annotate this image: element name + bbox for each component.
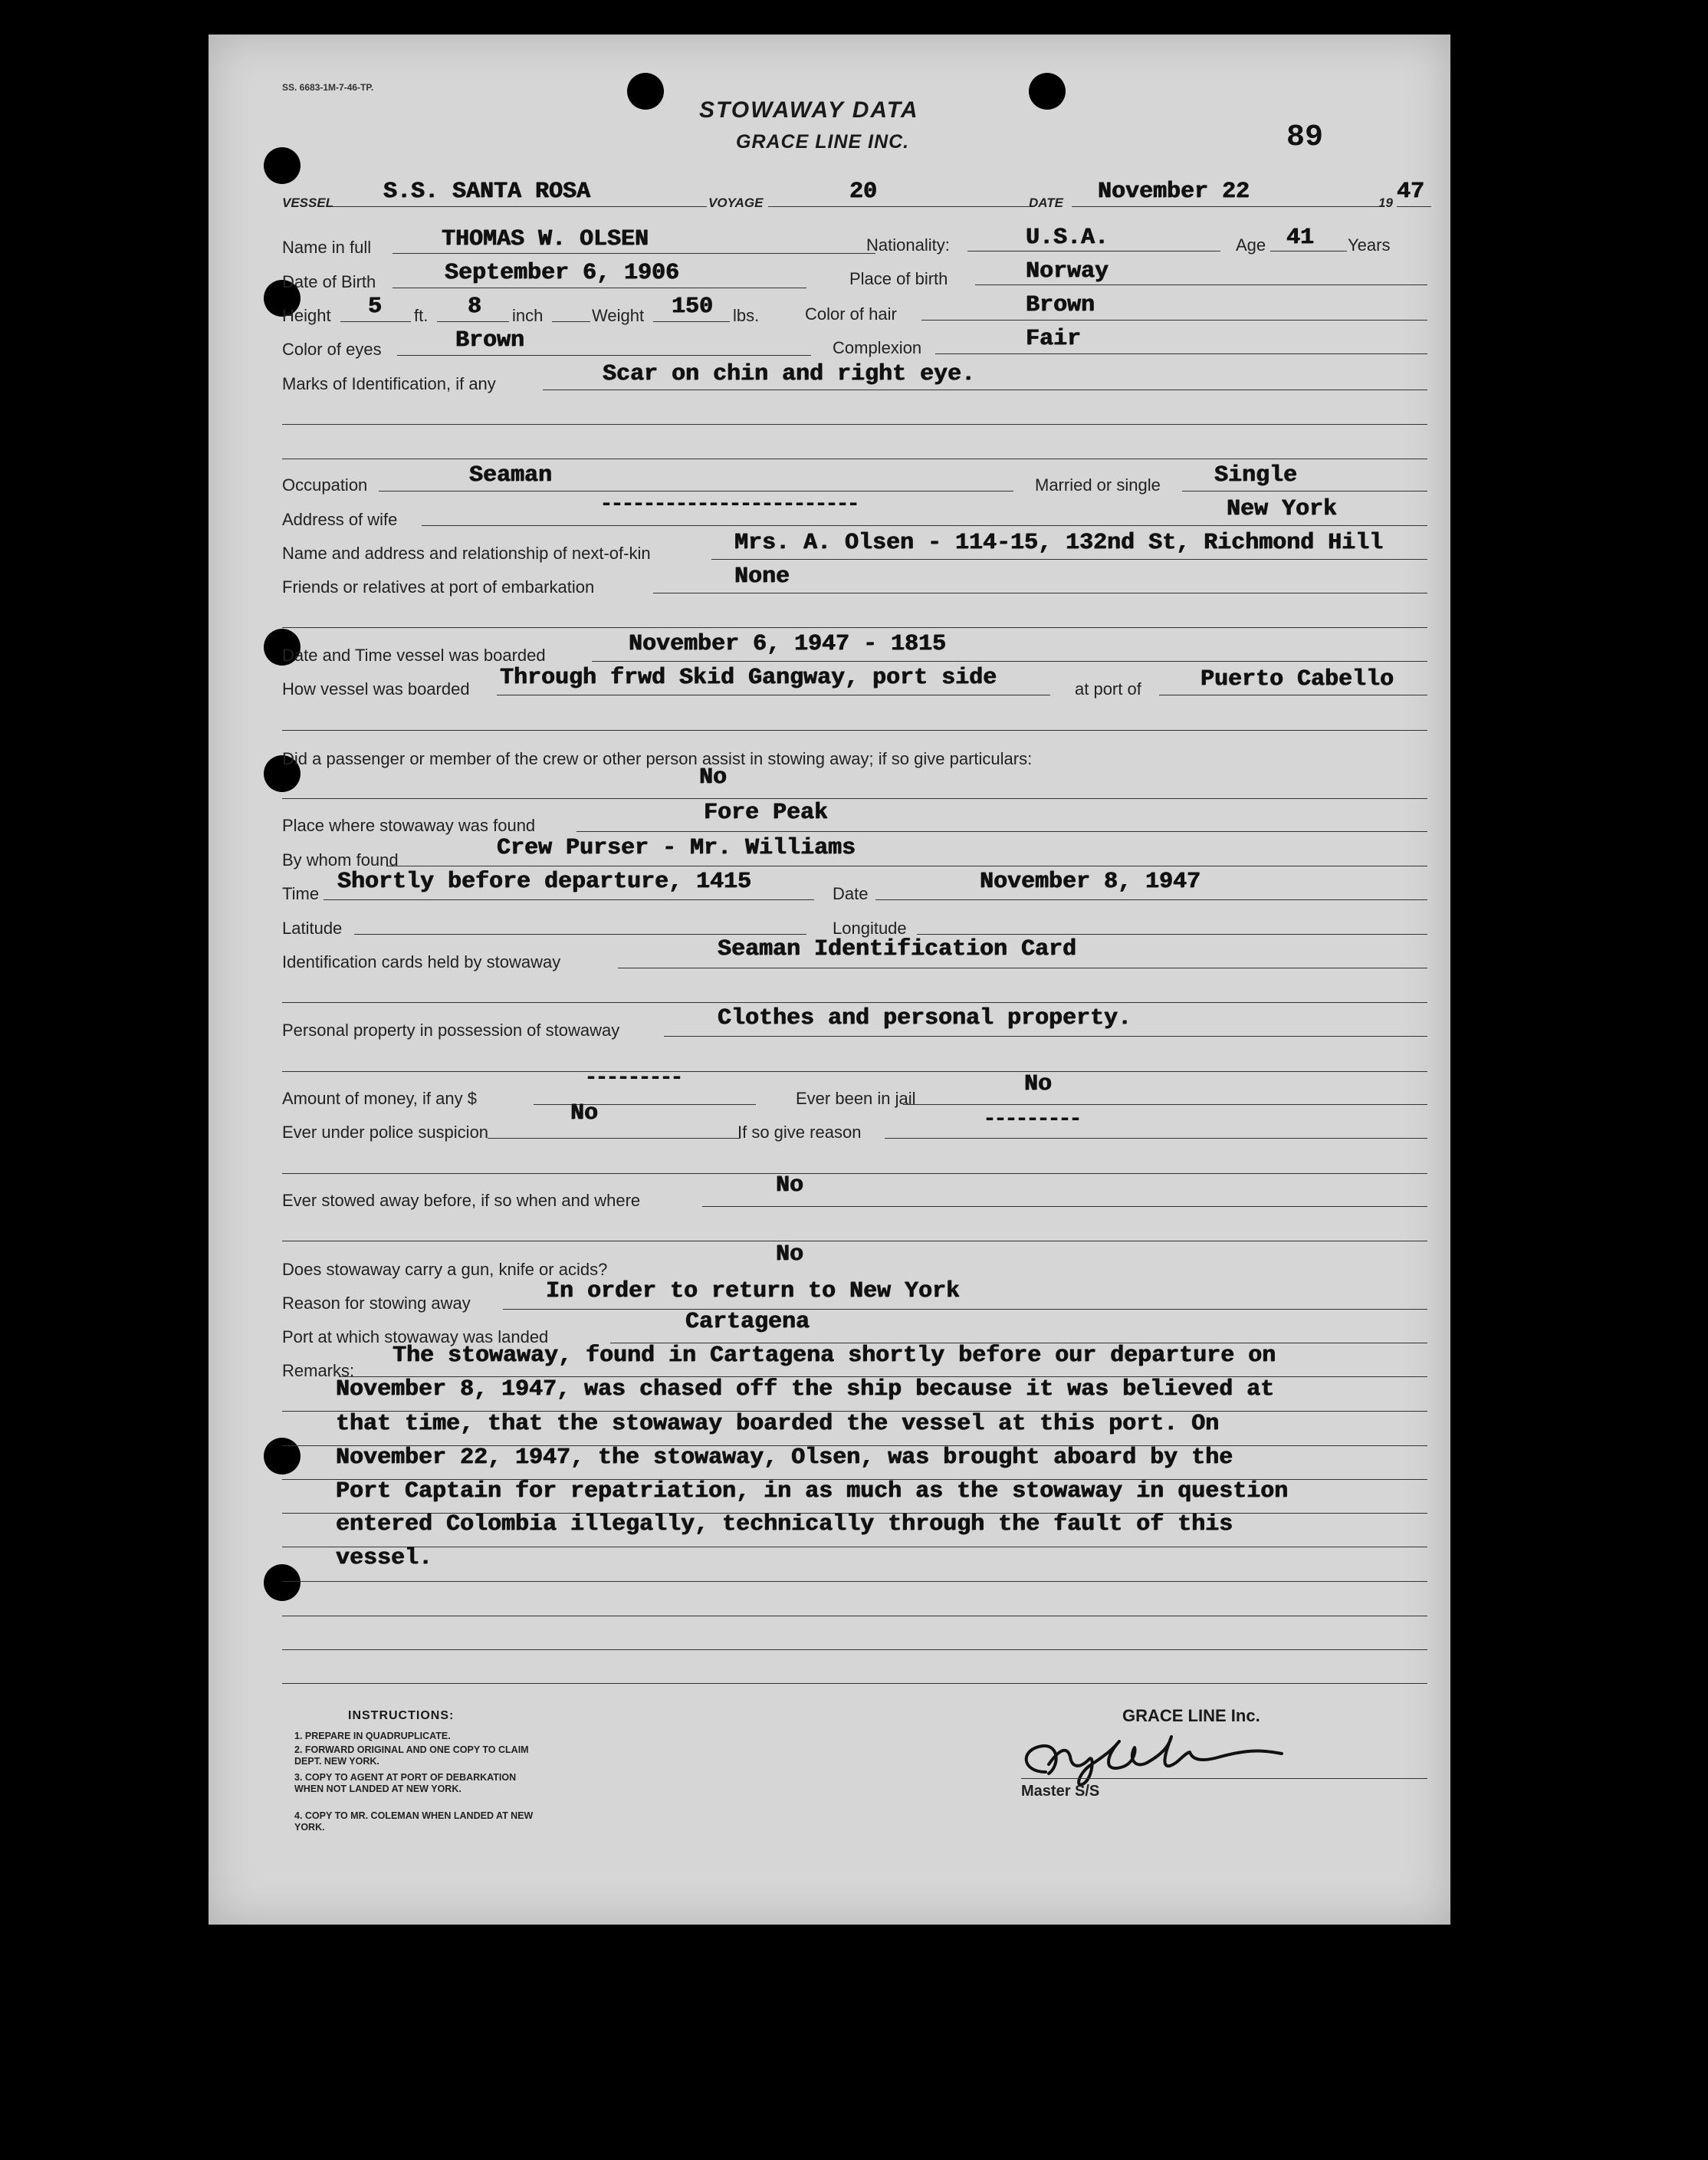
occupation-value: Seaman [469,462,553,488]
height-in-value: 8 [468,294,482,320]
years-label: Years [1348,235,1391,255]
how-boarded-label: How vessel was boarded [282,679,470,699]
reason-value: In order to return to New York [546,1278,961,1304]
boarded-time-label: Date and Time vessel was boarded [282,646,546,665]
remarks-line: vessel. [336,1545,433,1571]
year-prefix: 19 [1378,196,1393,210]
occupation-label: Occupation [282,475,368,495]
weight-label: Weight [592,306,645,325]
port-landed-label: Port at which stowaway was landed [282,1327,549,1346]
remarks-line: November 22, 1947, the stowaway, Olsen, was brought aboard by the [336,1445,1233,1471]
by-whom-value: Crew Purser - Mr. Williams [497,835,856,861]
punch-hole [264,147,301,184]
vessel-label: VESSEL [282,196,334,210]
time-value: Shortly before departure, 1415 [337,869,752,895]
year-value: 47 [1397,179,1425,205]
reason-label: Reason for stowing away [282,1294,471,1313]
ft-label: ft. [414,306,429,325]
nationality-value: U.S.A. [1026,225,1109,251]
punch-hole [1029,73,1066,110]
id-cards-value: Seaman Identification Card [718,936,1077,962]
wife-label: Address of wife [282,510,398,529]
assist-label: Did a passenger or member of the crew or other person assist in stowing away; if so give particulars: [282,749,1033,768]
kin-label: Name and address and relationship of next-of-kin [282,544,651,563]
page-number: 89 [1286,120,1324,155]
jail-label: Ever been in jail [796,1089,916,1108]
latitude-label: Latitude [282,919,343,938]
jail-value: No [1024,1071,1053,1097]
vessel-value: S.S. SANTA ROSA [383,179,591,205]
eyes-value: Brown [455,327,525,353]
age-label: Age [1236,235,1266,255]
stowed-before-value: No [776,1172,804,1198]
friends-label: Friends or relatives at port of embarkation [282,577,595,597]
remarks-line: entered Colombia illegally, technically through the fault of this [336,1511,1233,1537]
how-boarded-value: Through frwd Skid Gangway, port side [500,665,997,691]
married-label: Married or single [1035,475,1161,495]
remarks-line: November 8, 1947, was chased off the ship because it was believed at [336,1376,1275,1402]
remarks-label: Remarks: [282,1361,355,1380]
dob-label: Date of Birth [282,272,376,291]
boarded-time-value: November 6, 1947 - 1815 [629,631,947,657]
id-cards-label: Identification cards held by stowaway [282,952,561,972]
hair-value: Brown [1026,292,1095,318]
date-label: DATE [1029,196,1064,210]
money-value: No [570,1100,599,1126]
name-label: Name in full [282,238,372,257]
married-value: Single [1214,462,1298,488]
weight-value: 150 [672,294,714,320]
kin-city-value: New York [1227,496,1338,522]
gun-value: No [776,1241,804,1267]
form-title: STOWAWAY DATA [699,97,919,123]
instruction-item: 1. PREPARE IN QUADRUPLICATE. [294,1731,451,1741]
pob-value: Norway [1026,258,1109,284]
date-value: November 22 [1098,179,1250,205]
property-label: Personal property in possession of stowaway [282,1021,620,1040]
at-port-label: at port of [1075,679,1141,699]
remarks-line: that time, that the stowaway boarded the vessel at this port. On [336,1411,1220,1437]
dob-value: September 6, 1906 [445,260,680,286]
instruction-item: 2. FORWARD ORIGINAL AND ONE COPY TO CLAIM DEPT. NEW YORK. [294,1744,529,1767]
company-name: GRACE LINE INC. [736,131,910,153]
reason-dash: --------- [983,1106,1080,1133]
name-value: THOMAS W. OLSEN [442,226,649,252]
height-label: Height [282,306,331,325]
nationality-label: Nationality: [866,235,950,255]
place-found-label: Place where stowaway was found [282,816,536,835]
master-label: Master S/S [1021,1783,1100,1800]
voyage-label: VOYAGE [708,196,764,210]
punch-hole [627,73,664,110]
marks-value: Scar on chin and right eye. [603,361,976,387]
wife-value: ------------------------ [599,492,858,518]
hair-label: Color of hair [805,304,897,324]
property-value: Clothes and personal property. [718,1005,1132,1031]
complexion-value: Fair [1026,326,1082,352]
place-found-value: Fore Peak [704,800,829,826]
gun-label: Does stowaway carry a gun, knife or acids? [282,1260,608,1279]
signature-company: GRACE LINE Inc. [1122,1706,1260,1725]
reason-if-label: If so give reason [737,1123,862,1142]
stowed-before-label: Ever stowed away before, if so when and where [282,1191,641,1210]
complexion-label: Complexion [833,338,922,357]
master-signature [1006,1718,1297,1787]
money-label: Amount of money, if any $ [282,1089,477,1108]
instruction-item: 3. COPY TO AGENT AT PORT OF DEBARKATION WHEN NOT LANDED AT NEW YORK. [294,1772,517,1794]
police-label: Ever under police suspicion [282,1123,489,1142]
pob-label: Place of birth [849,269,948,288]
at-port-value: Puerto Cabello [1201,666,1394,692]
marks-label: Marks of Identification, if any [282,374,496,393]
port-landed-value: Cartagena [685,1309,810,1335]
stowaway-form [209,35,1450,1925]
money-dash: --------- [584,1065,682,1091]
instruction-item: 4. COPY TO MR. COLEMAN WHEN LANDED AT NEW YORK. [294,1810,534,1833]
inch-label: inch [512,306,544,325]
remarks-line: Port Captain for repatriation, in as much as the stowaway in question [336,1478,1289,1504]
instructions-heading: INSTRUCTIONS: [348,1709,455,1722]
remarks-line: The stowaway, found in Cartagena shortly before our departure on [393,1343,1276,1369]
by-whom-label: By whom found [282,850,399,870]
friends-value: None [734,564,790,590]
punch-hole [264,1438,301,1475]
time-label: Time [282,884,320,903]
height-ft-value: 5 [368,294,383,320]
longitude-label: Longitude [833,919,907,938]
assist-value: No [699,764,728,791]
age-value: 41 [1286,225,1315,251]
found-date-value: November 8, 1947 [980,869,1201,895]
voyage-value: 20 [849,179,878,205]
form-number: SS. 6683-1M-7-46-TP. [282,82,374,93]
found-date-label: Date [833,884,869,903]
lbs-label: lbs. [733,306,760,325]
eyes-label: Color of eyes [282,340,382,359]
punch-hole [264,1564,301,1601]
kin-value: Mrs. A. Olsen - 114-15, 132nd St, Richmond Hill [734,530,1384,556]
